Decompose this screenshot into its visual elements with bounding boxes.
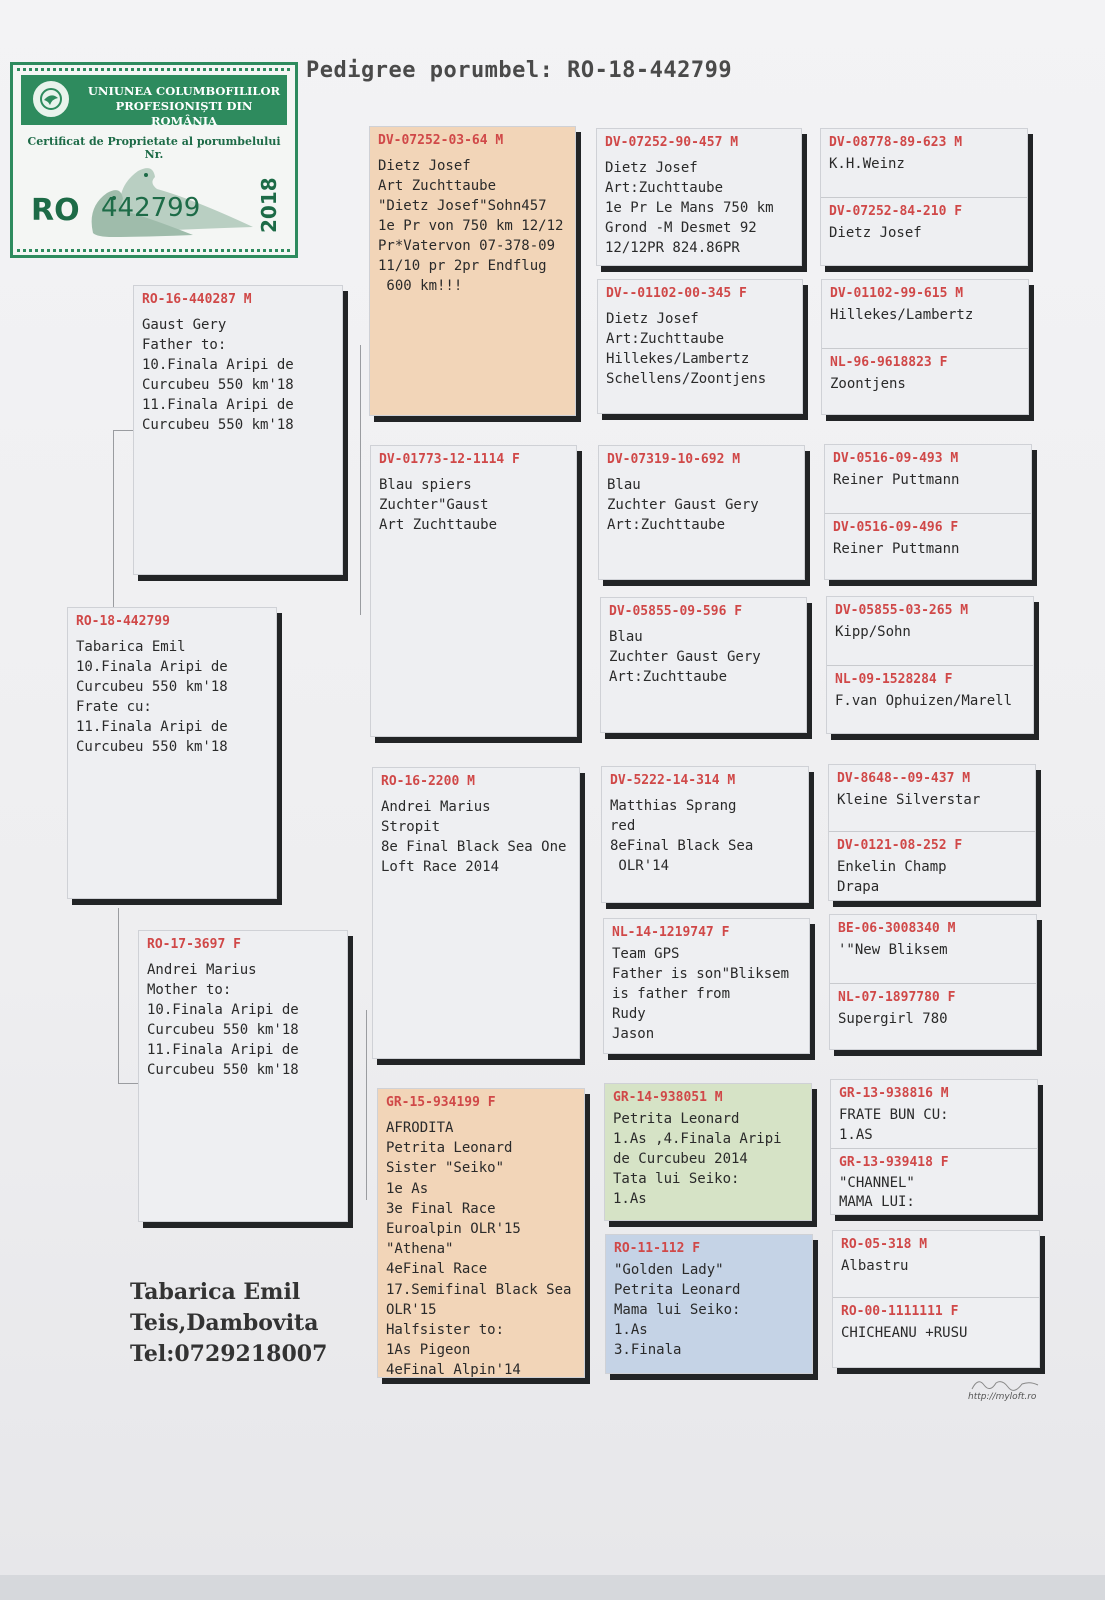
certificate-year: 2018: [257, 177, 281, 233]
pigeon-details: Reiner Puttmann: [833, 472, 960, 488]
pigeon-details: "Golden Lady" Petrita Leonard Mama lui Seiko: 1.As 3.Finala: [614, 1262, 741, 1358]
pigeon-details: Dietz Josef Art:Zuchttaube Hillekes/Lambertz Schellens/Zoontjens: [606, 311, 767, 387]
pedigree-card-gen5-pair: [821, 279, 1029, 415]
ring-number: NL-07-1897780 F: [838, 990, 956, 1005]
ring-number: RO-11-112 F: [614, 1241, 701, 1256]
pigeon-details: Kleine Silverstar: [837, 792, 981, 808]
pedigree-card-gen4: [596, 128, 802, 266]
ring-number: DV-01773-12-1114 F: [379, 452, 520, 467]
ring-number: RO-18-442799: [76, 614, 170, 629]
pedigree-card-gen5: [830, 983, 1036, 1050]
pigeon-details: Reiner Puttmann: [833, 541, 960, 557]
owner-phone: Tel:0729218007: [130, 1341, 328, 1367]
pedigree-card-gen5-pair: [829, 914, 1037, 1050]
pedigree-card-dam: [138, 930, 348, 1222]
pedigree-card-gen5: [830, 915, 1036, 983]
ring-number: DV-0121-08-252 F: [837, 838, 963, 853]
pedigree-card-gen4: [604, 1083, 812, 1221]
pedigree-card-sire: [133, 285, 343, 575]
ring-number: DV-07252-90-457 M: [605, 135, 739, 150]
ring-number: GR-13-939418 F: [839, 1155, 949, 1170]
pedigree-card-gen5: [825, 445, 1031, 513]
pedigree-card-gen5: [822, 348, 1028, 415]
pedigree-card-subject: [67, 607, 277, 899]
certificate-border-bottom: [17, 249, 291, 252]
pigeon-details: Dietz Josef Art Zuchttaube "Dietz Josef"Sohn457 1e Pr von 750 km 12/12 Pr*Vatervon 07-378-09 11/10 pr 2pr Endflug 600 km!!!: [378, 158, 564, 294]
pigeon-details: Zoontjens: [830, 376, 906, 392]
pedigree-card-gen4: [598, 445, 805, 580]
pigeon-details: K.H.Weinz: [829, 156, 905, 172]
pedigree-card-gen5: [829, 831, 1035, 901]
pigeon-details: Kipp/Sohn: [835, 624, 911, 640]
pigeon-details: Andrei Marius Mother to: 10.Finala Aripi de Curcubeu 550 km'18 11.Finala Aripi de Curcubeu 550 km'18: [147, 962, 299, 1078]
pedigree-card-gen5: [831, 1080, 1037, 1148]
ring-number: RO-00-1111111 F: [841, 1304, 959, 1319]
pedigree-card-gen5: [821, 129, 1027, 197]
pedigree-card-gen5: [833, 1231, 1039, 1297]
ring-number: NL-96-9618823 F: [830, 355, 948, 370]
pigeon-details: "CHANNEL" MAMA LUI:: [839, 1175, 915, 1210]
ring-number: NL-14-1219747 F: [612, 925, 730, 940]
ring-number: GR-13-938816 M: [839, 1086, 949, 1101]
certificate-org-line2: PROFESIONIȘTI DIN ROMÂNIA: [115, 99, 253, 128]
pigeon-details: F.van Ophuizen/Marell: [835, 693, 1013, 709]
connector-line: [113, 430, 135, 431]
pedigree-card-gen5: [829, 765, 1035, 831]
ring-number: BE-06-3008340 M: [838, 921, 956, 936]
ring-number: DV-5222-14-314 M: [610, 773, 736, 788]
pedigree-card-gen3: [369, 126, 576, 416]
pedigree-card-gen3: [372, 767, 580, 1059]
ring-number: RO-16-2200 M: [381, 774, 475, 789]
pedigree-card-gen5-pair: [826, 596, 1034, 734]
pigeon-details: Supergirl 780: [838, 1011, 948, 1027]
pedigree-card-gen5-pair: [820, 128, 1028, 266]
ring-number: DV-05855-03-265 M: [835, 603, 969, 618]
certificate-country: RO: [31, 193, 80, 228]
pigeon-details: '"New Bliksem: [838, 942, 948, 958]
ring-number: RO-16-440287 M: [142, 292, 252, 307]
pedigree-card-gen5: [833, 1297, 1039, 1368]
ring-number: GR-15-934199 F: [386, 1095, 496, 1110]
pigeon-details: Petrita Leonard 1.As ,4.Finala Aripi de Curcubeu 2014 Tata lui Seiko: 1.As: [613, 1111, 782, 1207]
pedigree-card-gen5: [827, 665, 1033, 734]
pedigree-card-gen5-pair: [832, 1230, 1040, 1368]
pedigree-card-gen4: [597, 279, 803, 414]
certificate-subtitle: Certificat de Proprietate al porumbelului Nr.: [27, 135, 281, 161]
ring-number: DV-07252-03-64 M: [378, 133, 504, 148]
pigeon-details: Hillekes/Lambertz: [830, 307, 974, 323]
certificate-org-line1: UNIUNEA COLUMBOFILILOR: [87, 84, 281, 98]
pigeon-details: Albastru: [841, 1258, 909, 1274]
ring-number: DV-01102-99-615 M: [830, 286, 964, 301]
ring-number: DV-07252-84-210 F: [829, 204, 963, 219]
pedigree-card-gen5: [821, 197, 1027, 266]
ring-number: DV--01102-00-345 F: [606, 286, 747, 301]
pigeon-details: AFRODITA Petrita Leonard Sister "Seiko" 1e As 3e Final Race Euroalpin OLR'15 "Athena" 4eFinal Race 17.Semifinal Black Sea OLR'15 Halfsister to: 1As Pigeon 4eFinal Alpin'14: [386, 1120, 572, 1378]
owner-name: Tabarica Emil: [130, 1279, 301, 1305]
ring-number: NL-09-1528284 F: [835, 672, 953, 687]
pigeon-details: Andrei Marius Stropit 8e Final Black Sea One Loft Race 2014: [381, 799, 567, 875]
pedigree-card-gen5-pair: [824, 444, 1032, 580]
ring-number: DV-08778-89-623 M: [829, 135, 963, 150]
pedigree-card-gen5: [825, 513, 1031, 580]
ring-number: RO-05-318 M: [841, 1237, 928, 1252]
pedigree-card-gen4: [605, 1234, 813, 1374]
certificate-number: 442799: [101, 193, 201, 223]
ring-number: DV-0516-09-493 M: [833, 451, 959, 466]
pedigree-card-gen3: [370, 445, 577, 737]
pigeon-details: Blau Zuchter Gaust Gery Art:Zuchttaube: [607, 477, 759, 533]
signature-icon: [970, 1375, 1040, 1393]
connector-line: [113, 430, 114, 612]
union-emblem-icon: [31, 79, 71, 119]
pigeon-details: Matthias Sprang red 8eFinal Black Sea OLR'14: [610, 798, 754, 874]
connector-line: [118, 1083, 140, 1084]
website-link[interactable]: http://myloft.ro: [968, 1392, 1037, 1402]
ring-number: DV-0516-09-496 F: [833, 520, 959, 535]
pedigree-card-gen5: [827, 597, 1033, 665]
pigeon-details: Team GPS Father is son"Bliksem is father from Rudy Jason: [612, 946, 790, 1042]
pigeon-details: Dietz Josef: [829, 225, 922, 241]
connector-line: [118, 908, 119, 1083]
pigeon-details: Gaust Gery Father to: 10.Finala Aripi de Curcubeu 550 km'18 11.Finala Aripi de Curcubeu 550 km'18: [142, 317, 294, 433]
pigeon-details: Enkelin Champ Drapa: [837, 859, 947, 895]
owner-contact: [130, 1277, 327, 1370]
ring-number: RO-17-3697 F: [147, 937, 241, 952]
pedigree-card-gen5: [822, 280, 1028, 348]
pedigree-card-gen5-pair: [828, 764, 1036, 901]
pigeon-details: CHICHEANU +RUSU: [841, 1325, 968, 1341]
pedigree-card-gen3: [377, 1088, 585, 1378]
pigeon-details: Blau spiers Zuchter"Gaust Art Zuchttaube: [379, 477, 498, 533]
pedigree-card-gen5-pair: [830, 1079, 1038, 1215]
page-title: Pedigree porumbel: RO-18-442799: [306, 58, 733, 83]
connector-line: [366, 1010, 367, 1200]
ring-number: GR-14-938051 M: [613, 1090, 723, 1105]
pedigree-card-gen4: [600, 597, 807, 733]
ring-number: DV-8648--09-437 M: [837, 771, 971, 786]
connector-line: [360, 345, 361, 615]
pedigree-card-gen4: [601, 766, 809, 903]
pigeon-details: Blau Zuchter Gaust Gery Art:Zuchttaube: [609, 629, 761, 685]
pedigree-card-gen5: [831, 1148, 1037, 1215]
pigeon-details: Dietz Josef Art:Zuchttaube 1e Pr Le Mans 750 km Grond -M Desmet 92 12/12PR 824.86PR: [605, 160, 774, 256]
certificate-border-top: [17, 68, 291, 71]
pigeon-details: Tabarica Emil 10.Finala Aripi de Curcubeu 550 km'18 Frate cu: 11.Finala Aripi de Curcubeu 550 km'18: [76, 639, 228, 755]
background-strip: [0, 1575, 1105, 1600]
owner-location: Teis,Dambovita: [130, 1310, 319, 1336]
pedigree-card-gen4: [603, 918, 810, 1054]
ownership-certificate: [10, 62, 298, 258]
pigeon-details: FRATE BUN CU: 1.AS: [839, 1107, 949, 1143]
ring-number: DV-07319-10-692 M: [607, 452, 741, 467]
ring-number: DV-05855-09-596 F: [609, 604, 743, 619]
